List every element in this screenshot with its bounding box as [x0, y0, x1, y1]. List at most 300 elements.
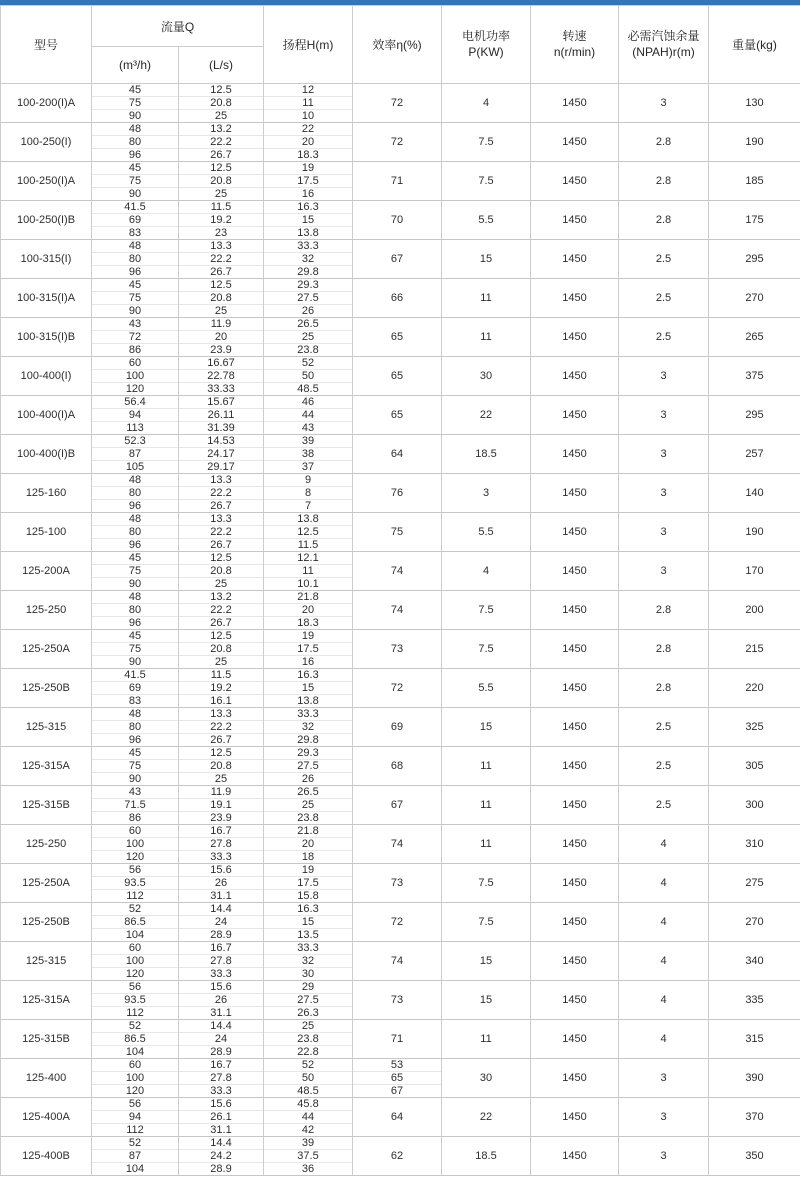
flow-ls-cell: 28.9: [179, 1163, 264, 1176]
col-header-speed: [531, 6, 619, 84]
flow-m3h-cell: 75: [92, 643, 179, 656]
col-header-efficiency: 效率η(%): [353, 6, 442, 84]
weight-cell: 270: [709, 903, 800, 942]
weight-cell: 305: [709, 747, 800, 786]
table-row: [1, 591, 800, 604]
table-row: [1, 435, 800, 448]
npsh-cell: 3: [619, 1098, 709, 1137]
flow-ls-cell: 26.1: [179, 1111, 264, 1124]
flow-m3h-cell: 60: [92, 942, 179, 955]
model-cell: 100-200(I)A: [1, 84, 92, 123]
flow-ls-cell: 13.3: [179, 708, 264, 721]
col-header-weight: 重量(kg): [709, 6, 800, 84]
col-header-npsh: [619, 6, 709, 84]
flow-m3h-cell: 112: [92, 890, 179, 903]
head-cell: 15: [264, 682, 353, 695]
model-cell: 125-315B: [1, 786, 92, 825]
flow-m3h-cell: 90: [92, 110, 179, 123]
speed-cell: 1450: [531, 318, 619, 357]
speed-cell: 1450: [531, 435, 619, 474]
speed-cell: 1450: [531, 552, 619, 591]
flow-m3h-cell: 96: [92, 617, 179, 630]
efficiency-cell: 74: [353, 552, 442, 591]
table-row: [1, 474, 800, 487]
efficiency-cell: 67: [353, 1085, 442, 1098]
flow-ls-cell: 20.8: [179, 565, 264, 578]
head-cell: 15: [264, 916, 353, 929]
table-row: [1, 864, 800, 877]
model-cell: 125-315B: [1, 1020, 92, 1059]
flow-m3h-cell: 48: [92, 708, 179, 721]
flow-ls-cell: 26.7: [179, 500, 264, 513]
table-row: [1, 1059, 800, 1072]
flow-ls-cell: 31.1: [179, 1124, 264, 1137]
npsh-cell: 4: [619, 864, 709, 903]
flow-ls-cell: 12.5: [179, 630, 264, 643]
flow-m3h-cell: 100: [92, 955, 179, 968]
head-cell: 13.8: [264, 695, 353, 708]
power-cell: 22: [442, 396, 531, 435]
head-cell: 52: [264, 357, 353, 370]
flow-m3h-cell: 96: [92, 539, 179, 552]
efficiency-cell: 72: [353, 123, 442, 162]
speed-header-line2: n(r/min): [553, 44, 596, 59]
weight-cell: 190: [709, 123, 800, 162]
head-cell: 32: [264, 721, 353, 734]
flow-m3h-cell: 60: [92, 357, 179, 370]
flow-ls-cell: 12.5: [179, 552, 264, 565]
weight-cell: 140: [709, 474, 800, 513]
table-row: [1, 630, 800, 643]
power-cell: 11: [442, 279, 531, 318]
flow-ls-cell: 11.9: [179, 318, 264, 331]
npsh-cell: 2.5: [619, 786, 709, 825]
npsh-cell: 2.8: [619, 591, 709, 630]
head-cell: 29.3: [264, 279, 353, 292]
flow-m3h-cell: 56.4: [92, 396, 179, 409]
weight-cell: 275: [709, 864, 800, 903]
flow-ls-cell: 13.3: [179, 513, 264, 526]
flow-m3h-cell: 75: [92, 97, 179, 110]
table-row: [1, 279, 800, 292]
head-cell: 11.5: [264, 539, 353, 552]
flow-ls-cell: 16.7: [179, 942, 264, 955]
head-cell: 46: [264, 396, 353, 409]
flow-ls-cell: 13.3: [179, 240, 264, 253]
head-cell: 37: [264, 461, 353, 474]
head-cell: 10.1: [264, 578, 353, 591]
flow-m3h-cell: 86.5: [92, 1033, 179, 1046]
model-cell: 100-250(I)A: [1, 162, 92, 201]
flow-ls-cell: 15.6: [179, 1098, 264, 1111]
weight-cell: 335: [709, 981, 800, 1020]
flow-m3h-cell: 45: [92, 552, 179, 565]
flow-m3h-cell: 94: [92, 409, 179, 422]
power-cell: 30: [442, 1059, 531, 1098]
flow-ls-cell: 25: [179, 305, 264, 318]
table-row: [1, 747, 800, 760]
power-cell: 7.5: [442, 864, 531, 903]
flow-m3h-cell: 90: [92, 578, 179, 591]
flow-ls-cell: 31.1: [179, 890, 264, 903]
flow-m3h-cell: 80: [92, 526, 179, 539]
flow-m3h-cell: 100: [92, 838, 179, 851]
power-cell: 15: [442, 240, 531, 279]
weight-cell: 190: [709, 513, 800, 552]
flow-ls-cell: 12.5: [179, 279, 264, 292]
flow-m3h-cell: 69: [92, 214, 179, 227]
head-cell: 30: [264, 968, 353, 981]
flow-ls-cell: 14.53: [179, 435, 264, 448]
npsh-cell: 3: [619, 357, 709, 396]
npsh-cell: 2.8: [619, 669, 709, 708]
efficiency-cell: 73: [353, 981, 442, 1020]
col-header-flow-ls: (L/s): [179, 47, 264, 84]
speed-cell: 1450: [531, 591, 619, 630]
flow-ls-cell: 13.2: [179, 591, 264, 604]
npsh-cell: 3: [619, 1137, 709, 1176]
flow-ls-cell: 20.8: [179, 175, 264, 188]
flow-m3h-cell: 93.5: [92, 877, 179, 890]
speed-cell: 1450: [531, 825, 619, 864]
head-cell: 16: [264, 188, 353, 201]
flow-m3h-cell: 104: [92, 1163, 179, 1176]
efficiency-cell: 71: [353, 1020, 442, 1059]
flow-m3h-cell: 48: [92, 240, 179, 253]
head-cell: 16: [264, 656, 353, 669]
weight-cell: 340: [709, 942, 800, 981]
flow-m3h-cell: 96: [92, 500, 179, 513]
weight-cell: 170: [709, 552, 800, 591]
efficiency-cell: 73: [353, 864, 442, 903]
efficiency-cell: 65: [353, 1072, 442, 1085]
flow-m3h-cell: 120: [92, 968, 179, 981]
head-cell: 10: [264, 110, 353, 123]
col-header-head: 扬程H(m): [264, 6, 353, 84]
col-header-flow-m3h: (m³/h): [92, 47, 179, 84]
model-cell: 125-250B: [1, 669, 92, 708]
speed-cell: 1450: [531, 669, 619, 708]
head-cell: 17.5: [264, 643, 353, 656]
efficiency-cell: 72: [353, 903, 442, 942]
table-row: [1, 123, 800, 136]
head-cell: 21.8: [264, 591, 353, 604]
flow-ls-cell: 26.7: [179, 149, 264, 162]
table-body: [1, 84, 800, 1176]
head-cell: 19: [264, 162, 353, 175]
power-cell: 18.5: [442, 1137, 531, 1176]
flow-ls-cell: 26.7: [179, 617, 264, 630]
flow-m3h-cell: 43: [92, 318, 179, 331]
model-cell: 125-400B: [1, 1137, 92, 1176]
table-row: [1, 84, 800, 97]
flow-m3h-cell: 56: [92, 981, 179, 994]
flow-m3h-cell: 105: [92, 461, 179, 474]
power-cell: 11: [442, 318, 531, 357]
flow-m3h-cell: 113: [92, 422, 179, 435]
flow-m3h-cell: 80: [92, 604, 179, 617]
head-cell: 39: [264, 435, 353, 448]
flow-m3h-cell: 90: [92, 773, 179, 786]
power-cell: 15: [442, 942, 531, 981]
model-cell: 100-315(I): [1, 240, 92, 279]
flow-ls-cell: 12.5: [179, 162, 264, 175]
npsh-cell: 3: [619, 552, 709, 591]
npsh-cell: 3: [619, 474, 709, 513]
head-cell: 23.8: [264, 1033, 353, 1046]
flow-ls-cell: 14.4: [179, 903, 264, 916]
head-cell: 12.5: [264, 526, 353, 539]
power-cell: 22: [442, 1098, 531, 1137]
head-cell: 37.5: [264, 1150, 353, 1163]
flow-ls-cell: 33.33: [179, 383, 264, 396]
flow-m3h-cell: 56: [92, 1098, 179, 1111]
flow-m3h-cell: 80: [92, 487, 179, 500]
flow-m3h-cell: 48: [92, 123, 179, 136]
speed-cell: 1450: [531, 162, 619, 201]
flow-m3h-cell: 72: [92, 331, 179, 344]
npsh-cell: 2.8: [619, 162, 709, 201]
flow-m3h-cell: 45: [92, 162, 179, 175]
head-cell: 7: [264, 500, 353, 513]
head-cell: 19: [264, 864, 353, 877]
flow-ls-cell: 22.78: [179, 370, 264, 383]
power-cell: 15: [442, 981, 531, 1020]
npsh-cell: 3: [619, 1059, 709, 1098]
weight-cell: 270: [709, 279, 800, 318]
flow-ls-cell: 20.8: [179, 292, 264, 305]
table-row: [1, 1137, 800, 1150]
head-cell: 27.5: [264, 994, 353, 1007]
model-cell: 100-400(I): [1, 357, 92, 396]
flow-m3h-cell: 80: [92, 253, 179, 266]
flow-ls-cell: 27.8: [179, 1072, 264, 1085]
table-row: [1, 981, 800, 994]
flow-m3h-cell: 120: [92, 383, 179, 396]
head-cell: 33.3: [264, 240, 353, 253]
model-cell: 125-400A: [1, 1098, 92, 1137]
efficiency-cell: 65: [353, 318, 442, 357]
flow-m3h-cell: 90: [92, 188, 179, 201]
npsh-header-line2: (NPAH)r(m): [632, 44, 695, 59]
weight-cell: 375: [709, 357, 800, 396]
weight-cell: 215: [709, 630, 800, 669]
efficiency-cell: 69: [353, 708, 442, 747]
head-cell: 15: [264, 214, 353, 227]
flow-m3h-cell: 71.5: [92, 799, 179, 812]
flow-m3h-cell: 52: [92, 1137, 179, 1150]
head-cell: 26.3: [264, 1007, 353, 1020]
flow-m3h-cell: 96: [92, 266, 179, 279]
power-cell: 5.5: [442, 669, 531, 708]
flow-ls-cell: 26: [179, 877, 264, 890]
efficiency-cell: 64: [353, 435, 442, 474]
table-row: [1, 552, 800, 565]
flow-m3h-cell: 120: [92, 1085, 179, 1098]
model-cell: 100-400(I)A: [1, 396, 92, 435]
flow-m3h-cell: 48: [92, 591, 179, 604]
flow-ls-cell: 26.7: [179, 539, 264, 552]
head-cell: 29.8: [264, 266, 353, 279]
table-row: [1, 318, 800, 331]
flow-ls-cell: 14.4: [179, 1020, 264, 1033]
flow-m3h-cell: 100: [92, 1072, 179, 1085]
flow-ls-cell: 25: [179, 578, 264, 591]
model-cell: 125-315: [1, 942, 92, 981]
weight-cell: 325: [709, 708, 800, 747]
speed-cell: 1450: [531, 1137, 619, 1176]
table-row: [1, 825, 800, 838]
flow-ls-cell: 22.2: [179, 721, 264, 734]
npsh-cell: 3: [619, 435, 709, 474]
model-cell: 100-400(I)B: [1, 435, 92, 474]
table-row: [1, 396, 800, 409]
flow-ls-cell: 25: [179, 188, 264, 201]
power-cell: 7.5: [442, 162, 531, 201]
flow-ls-cell: 28.9: [179, 929, 264, 942]
table-row: [1, 1020, 800, 1033]
speed-cell: 1450: [531, 84, 619, 123]
table-row: [1, 201, 800, 214]
flow-m3h-cell: 100: [92, 370, 179, 383]
power-cell: 11: [442, 747, 531, 786]
flow-ls-cell: 24.2: [179, 1150, 264, 1163]
flow-m3h-cell: 112: [92, 1007, 179, 1020]
flow-ls-cell: 19.2: [179, 682, 264, 695]
model-cell: 125-250: [1, 825, 92, 864]
power-cell: 7.5: [442, 591, 531, 630]
table-row: [1, 708, 800, 721]
head-cell: 22.8: [264, 1046, 353, 1059]
flow-m3h-cell: 56: [92, 864, 179, 877]
flow-ls-cell: 26.7: [179, 734, 264, 747]
head-cell: 29.8: [264, 734, 353, 747]
speed-header-line1: 转速: [562, 28, 587, 43]
efficiency-cell: 65: [353, 396, 442, 435]
npsh-cell: 2.5: [619, 318, 709, 357]
speed-cell: 1450: [531, 1059, 619, 1098]
npsh-header-line1: 必需汽蚀余量: [627, 28, 700, 43]
flow-ls-cell: 28.9: [179, 1046, 264, 1059]
flow-m3h-cell: 52: [92, 903, 179, 916]
head-cell: 43: [264, 422, 353, 435]
table-row: [1, 162, 800, 175]
flow-ls-cell: 19.2: [179, 214, 264, 227]
efficiency-cell: 65: [353, 357, 442, 396]
power-cell: 7.5: [442, 903, 531, 942]
head-cell: 11: [264, 565, 353, 578]
head-cell: 36: [264, 1163, 353, 1176]
flow-m3h-cell: 87: [92, 1150, 179, 1163]
head-cell: 22: [264, 123, 353, 136]
efficiency-cell: 70: [353, 201, 442, 240]
npsh-cell: 2.5: [619, 240, 709, 279]
head-cell: 39: [264, 1137, 353, 1150]
efficiency-cell: 53: [353, 1059, 442, 1072]
flow-m3h-cell: 80: [92, 136, 179, 149]
flow-ls-cell: 25: [179, 110, 264, 123]
flow-ls-cell: 12.5: [179, 747, 264, 760]
head-cell: 25: [264, 331, 353, 344]
model-cell: 100-315(I)A: [1, 279, 92, 318]
efficiency-cell: 72: [353, 669, 442, 708]
power-cell: 7.5: [442, 630, 531, 669]
power-cell: 11: [442, 786, 531, 825]
table-row: [1, 240, 800, 253]
col-header-power: [442, 6, 531, 84]
power-cell: 7.5: [442, 123, 531, 162]
flow-m3h-cell: 80: [92, 721, 179, 734]
head-cell: 44: [264, 409, 353, 422]
head-cell: 45.8: [264, 1098, 353, 1111]
head-cell: 52: [264, 1059, 353, 1072]
flow-ls-cell: 20.8: [179, 760, 264, 773]
flow-ls-cell: 24.17: [179, 448, 264, 461]
flow-m3h-cell: 48: [92, 513, 179, 526]
head-cell: 19: [264, 630, 353, 643]
efficiency-cell: 74: [353, 825, 442, 864]
weight-cell: 295: [709, 240, 800, 279]
pump-spec-table: [0, 5, 800, 1176]
speed-cell: 1450: [531, 396, 619, 435]
flow-m3h-cell: 48: [92, 474, 179, 487]
flow-m3h-cell: 96: [92, 149, 179, 162]
flow-ls-cell: 29.17: [179, 461, 264, 474]
efficiency-cell: 76: [353, 474, 442, 513]
head-cell: 44: [264, 1111, 353, 1124]
weight-cell: 315: [709, 1020, 800, 1059]
efficiency-cell: 74: [353, 591, 442, 630]
flow-ls-cell: 33.3: [179, 968, 264, 981]
model-cell: 125-250A: [1, 630, 92, 669]
weight-cell: 185: [709, 162, 800, 201]
head-cell: 17.5: [264, 877, 353, 890]
npsh-cell: 4: [619, 981, 709, 1020]
head-cell: 18: [264, 851, 353, 864]
efficiency-cell: 72: [353, 84, 442, 123]
table-header: [1, 6, 800, 84]
efficiency-cell: 75: [353, 513, 442, 552]
npsh-cell: 4: [619, 1020, 709, 1059]
efficiency-cell: 71: [353, 162, 442, 201]
flow-ls-cell: 16.1: [179, 695, 264, 708]
head-cell: 16.3: [264, 669, 353, 682]
speed-cell: 1450: [531, 864, 619, 903]
model-cell: 100-250(I)B: [1, 201, 92, 240]
weight-cell: 350: [709, 1137, 800, 1176]
speed-cell: 1450: [531, 708, 619, 747]
head-cell: 9: [264, 474, 353, 487]
npsh-cell: 3: [619, 396, 709, 435]
head-cell: 25: [264, 1020, 353, 1033]
flow-m3h-cell: 86: [92, 812, 179, 825]
flow-ls-cell: 13.3: [179, 474, 264, 487]
flow-m3h-cell: 87: [92, 448, 179, 461]
flow-m3h-cell: 104: [92, 929, 179, 942]
model-cell: 100-315(I)B: [1, 318, 92, 357]
model-cell: 100-250(I): [1, 123, 92, 162]
model-cell: 125-100: [1, 513, 92, 552]
head-cell: 11: [264, 97, 353, 110]
power-cell: 4: [442, 84, 531, 123]
model-cell: 125-250: [1, 591, 92, 630]
model-cell: 125-400: [1, 1059, 92, 1098]
speed-cell: 1450: [531, 279, 619, 318]
flow-ls-cell: 22.2: [179, 526, 264, 539]
npsh-cell: 2.5: [619, 279, 709, 318]
flow-m3h-cell: 90: [92, 305, 179, 318]
head-cell: 26: [264, 773, 353, 786]
